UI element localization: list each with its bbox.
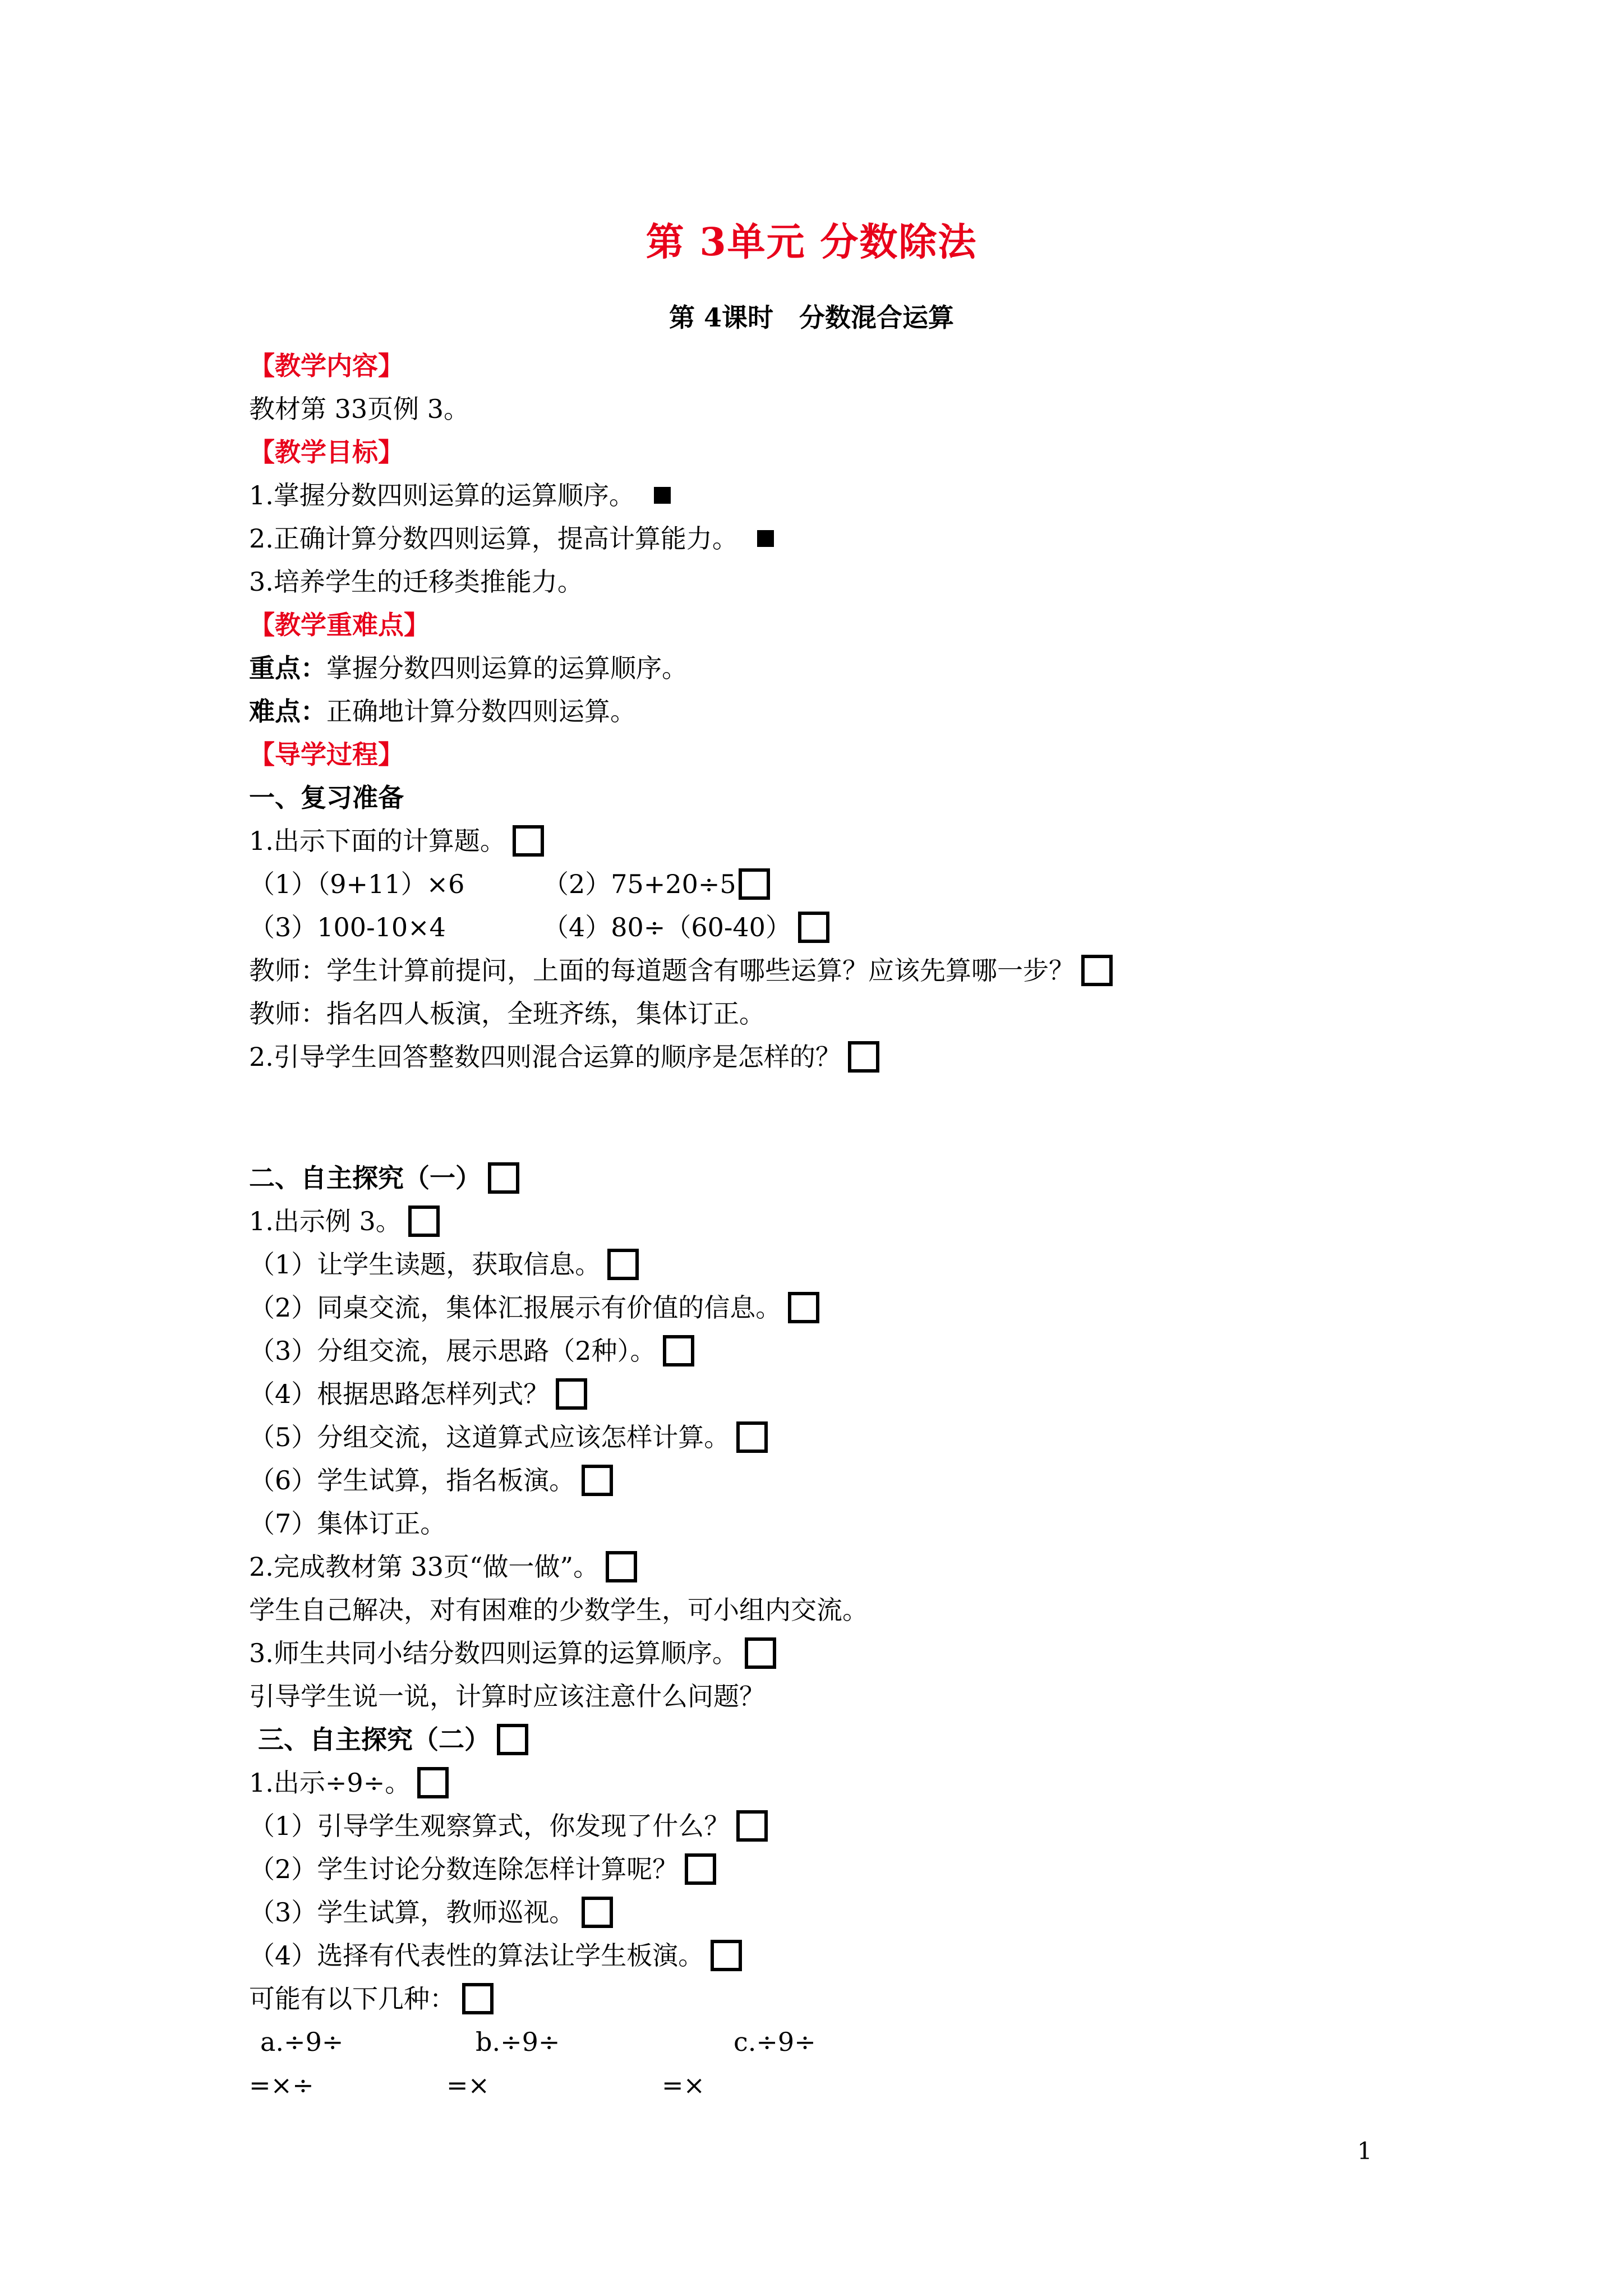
calc-3: （3）100-10×4 (249, 912, 446, 942)
part3-heading-text: 三、自主探究（二） (249, 1724, 491, 1755)
goal-text-1: 1.掌握分数四则运算的运算顺序。 (249, 480, 635, 510)
black-square-icon (654, 487, 671, 504)
lesson-subtitle: 第 4课时 分数混合运算 (668, 302, 955, 333)
part2-item3-text: 3.师生共同小结分数四则运算的运算顺序。 (249, 1638, 738, 1668)
part2-step-2 (249, 1291, 819, 1324)
teacher-text-1: 教师：学生计算前提问，上面的每道题含有哪些运算？应该先算哪一步？ (249, 955, 1075, 986)
document-title: 第 3单元 分数除法 (645, 220, 978, 265)
method-c-line1: c.÷9÷ (734, 2027, 816, 2057)
part2-heading (249, 1161, 519, 1195)
checkbox[interactable] (408, 1205, 440, 1237)
goal-item-2 (249, 522, 774, 555)
checkbox[interactable] (606, 1551, 637, 1582)
key-point (249, 651, 688, 685)
part2-step-1 (249, 1248, 639, 1281)
difficulty-point (249, 694, 636, 728)
ways-text: 可能有以下几种： (249, 1984, 455, 2014)
page-number: 1 (1357, 2137, 1372, 2165)
part2-step-7: （7）集体订正。 (249, 1508, 446, 1539)
black-square-icon (757, 530, 774, 547)
part3-step-4 (249, 1939, 742, 1972)
checkbox[interactable] (462, 1983, 494, 2014)
method-a-line2: =×÷ (249, 2070, 314, 2100)
checkbox[interactable] (497, 1724, 528, 1755)
part3-step-3 (249, 1895, 613, 1929)
part1-item1 (249, 824, 544, 858)
part2-item2-note: 学生自己解决，对有困难的少数学生，可小组内交流。 (249, 1595, 868, 1625)
checkbox[interactable] (745, 1637, 776, 1669)
checkbox[interactable] (513, 825, 544, 857)
step-text: （4）根据思路怎样列式？ (249, 1379, 550, 1409)
part3-item1 (249, 1766, 449, 1800)
part2-heading-text: 二、自主探究（一） (249, 1163, 481, 1193)
method-c-line2: =× (662, 2070, 706, 2100)
part3-step-1 (249, 1809, 768, 1843)
checkbox[interactable] (739, 868, 770, 900)
step-text: （6）学生试算，指名板演。 (249, 1465, 575, 1496)
part2-step-4 (249, 1377, 587, 1411)
process-heading: 【导学过程】 (249, 739, 404, 770)
checkbox[interactable] (848, 1041, 879, 1073)
goal-item-1 (249, 478, 671, 512)
method-b-line1: b.÷9÷ (476, 2027, 560, 2057)
key-heading: 【教学重难点】 (249, 610, 430, 640)
checkbox[interactable] (488, 1162, 519, 1194)
part2-step-3 (249, 1334, 694, 1368)
checkbox[interactable] (607, 1249, 639, 1280)
part1-item2 (249, 1040, 879, 1074)
part1-item2-text: 2.引导学生回答整数四则混合运算的顺序是怎样的？ (249, 1042, 841, 1072)
step-text: （2）同桌交流，集体汇报展示有价值的信息。 (249, 1292, 782, 1323)
difficulty-label: 难点： (249, 696, 326, 726)
part2-step-6 (249, 1464, 613, 1497)
part2-item2-text: 2.完成教材第 33页“做一做”。 (249, 1552, 600, 1582)
teacher-line-1 (249, 954, 1113, 987)
checkbox[interactable] (788, 1292, 819, 1323)
method-b-line2: =× (446, 2070, 490, 2100)
checkbox[interactable] (736, 1810, 768, 1842)
calc-row-1 (249, 867, 770, 901)
part1-item1-text: 1.出示下面的计算题。 (249, 826, 506, 856)
part3-step-2 (249, 1852, 716, 1886)
checkbox[interactable] (663, 1335, 694, 1366)
goal-item-3: 3.培养学生的迁移类推能力。 (249, 567, 583, 597)
part2-item1 (249, 1204, 440, 1238)
part2-step-5 (249, 1420, 768, 1454)
goals-heading: 【教学目标】 (249, 437, 404, 467)
checkbox[interactable] (685, 1853, 716, 1885)
checkbox[interactable] (417, 1767, 449, 1798)
part3-ways (249, 1982, 494, 2016)
goal-text-2: 2.正确计算分数四则运算，提高计算能力。 (249, 523, 738, 554)
part1-heading: 一、复习准备 (249, 783, 404, 813)
calc-4: （4）80÷（60-40） (543, 912, 791, 942)
step-text: （3）学生试算，教师巡视。 (249, 1897, 575, 1927)
teacher-line-2: 教师：指名四人板演，全班齐练，集体订正。 (249, 999, 765, 1029)
step-text: （1）让学生读题，获取信息。 (249, 1249, 601, 1280)
calc-row-2 (249, 910, 829, 944)
part2-item1-text: 1.出示例 3。 (249, 1206, 402, 1236)
content-text: 教材第 33页例 3。 (249, 394, 470, 424)
part2-item3-note: 引导学生说一说，计算时应该注意什么问题？ (249, 1681, 765, 1711)
calc-2: （2）75+20÷5 (543, 869, 736, 899)
key-text: 掌握分数四则运算的运算顺序。 (326, 653, 688, 683)
part3-item1-text: 1.出示÷9÷。 (249, 1768, 411, 1798)
part2-item3 (249, 1636, 776, 1670)
part3-heading (249, 1723, 528, 1756)
method-a-line1: a.÷9÷ (260, 2027, 344, 2057)
part2-item2 (249, 1550, 637, 1584)
checkbox[interactable] (711, 1940, 742, 1971)
step-text: （3）分组交流，展示思路（2种）。 (249, 1336, 656, 1366)
checkbox[interactable] (736, 1421, 768, 1453)
difficulty-text: 正确地计算分数四则运算。 (326, 696, 636, 726)
checkbox[interactable] (798, 912, 829, 943)
checkbox[interactable] (556, 1378, 587, 1410)
key-label: 重点： (249, 653, 326, 683)
step-text: （4）选择有代表性的算法让学生板演。 (249, 1940, 704, 1971)
content-heading: 【教学内容】 (249, 351, 404, 381)
step-text: （5）分组交流，这道算式应该怎样计算。 (249, 1422, 730, 1452)
checkbox[interactable] (582, 1897, 613, 1928)
checkbox[interactable] (1081, 955, 1113, 986)
step-text: （1）引导学生观察算式，你发现了什么？ (249, 1811, 730, 1841)
calc-1: （1）（9+11）×6 (249, 869, 465, 899)
checkbox[interactable] (582, 1465, 613, 1496)
step-text: （2）学生讨论分数连除怎样计算呢？ (249, 1854, 679, 1884)
